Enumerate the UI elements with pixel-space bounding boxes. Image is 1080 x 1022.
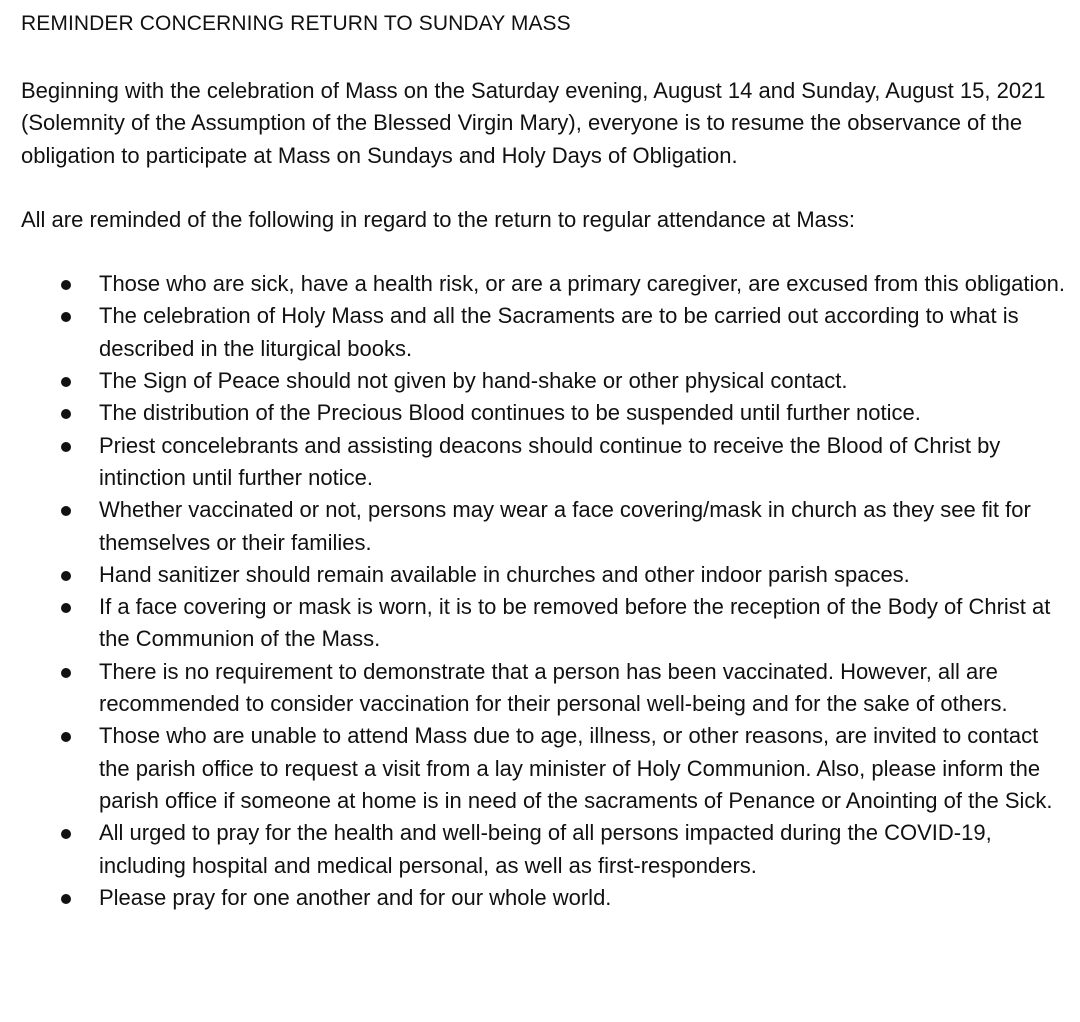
list-item — [21, 720, 1071, 817]
list-item — [21, 268, 1071, 300]
list-item-text: The distribution of the Precious Blood continues to be suspended until further notice. — [99, 400, 921, 426]
list-item-text: All urged to pray for the health and well-being of all persons impacted during the COVID-19, including hospital and medical personal, as well as first-responders. — [99, 820, 992, 878]
list-item-text: Those who are sick, have a health risk, or are a primary caregiver, are excused from this obligation. — [99, 271, 1066, 297]
intro-paragraph: Beginning with the celebration of Mass on the Saturday evening, August 14 and Sunday, August 15, 2021 (Solemnity of the Assumption of the Blessed Virgin Mary), everyone is to resume the observance of the obligation to participate at Mass on Sundays and Holy Days of Obligation. — [21, 78, 1046, 168]
bullet-icon — [61, 732, 71, 742]
list-item — [21, 430, 1071, 495]
bullet-icon — [61, 377, 71, 387]
document-title: REMINDER CONCERNING RETURN TO SUNDAY MASS — [21, 12, 571, 35]
bullet-icon — [61, 894, 71, 904]
list-item — [21, 591, 1071, 656]
bullet-icon — [61, 603, 71, 613]
list-item-text: There is no requirement to demonstrate that a person has been vaccinated. However, all are recommended to consider vaccination for their personal well-being and for the sake of others. — [99, 658, 1008, 717]
reminder-list — [21, 268, 1071, 914]
bullet-icon — [61, 442, 71, 452]
list-item-text: Please pray for one another and for our whole world. — [99, 884, 612, 910]
list-item-text: Those who are unable to attend Mass due to age, illness, or other reasons, are invited to contact the parish office to request a visit from a lay minister of Holy Communion. Also, please inform the parish office if someone at home is in need of the sacraments of Penance or Anointing of the Sick. — [99, 723, 1053, 813]
bullet-icon — [61, 506, 71, 516]
list-item — [21, 494, 1071, 559]
list-item-text: Whether vaccinated or not, persons may wear a face covering/mask in church as they see fit for themselves or their families. — [99, 497, 1031, 555]
list-item — [21, 559, 1071, 591]
list-item-text: If a face covering or mask is worn, it is to be removed before the reception of the Body of Christ at the Communion of the Mass. — [99, 594, 1051, 652]
list-item-text: Hand sanitizer should remain available in churches and other indoor parish spaces. — [99, 561, 910, 587]
bullet-icon — [61, 312, 71, 322]
bullet-icon — [61, 668, 71, 678]
bullet-icon — [61, 571, 71, 581]
document — [21, 9, 1071, 914]
list-item-text: The celebration of Holy Mass and all the Sacraments are to be carried out according to what is described in the liturgical books. — [99, 303, 1019, 361]
reminder-lead-paragraph: All are reminded of the following in regard to the return to regular attendance at Mass: — [21, 206, 856, 232]
list-item-text: Priest concelebrants and assisting deacons should continue to receive the Blood of Christ by intinction until further notice. — [99, 432, 1001, 490]
list-item — [21, 397, 1071, 429]
bullet-icon — [61, 829, 71, 839]
bullet-icon — [61, 409, 71, 419]
list-item — [21, 656, 1071, 721]
list-item — [21, 365, 1071, 397]
bullet-icon — [61, 280, 71, 290]
list-item — [21, 300, 1071, 365]
list-item-text: The Sign of Peace should not given by hand-shake or other physical contact. — [99, 368, 848, 394]
list-item — [21, 817, 1071, 882]
list-item — [21, 882, 1071, 914]
